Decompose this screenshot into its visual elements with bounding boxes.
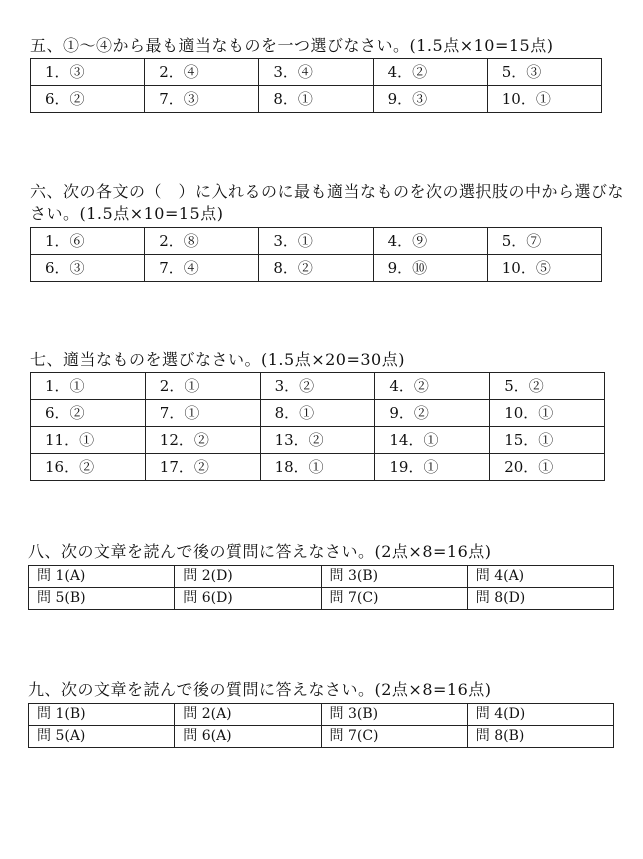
answer-cell: 問 5(B) — [29, 588, 175, 610]
answer-cell: 17．② — [145, 454, 260, 481]
answer-cell: 問 6(D) — [175, 588, 321, 610]
answer-cell: 6．③ — [31, 255, 145, 282]
answer-cell: 4．⑨ — [373, 228, 487, 255]
answer-cell: 問 1(B) — [29, 704, 175, 726]
answer-cell: 8．① — [260, 400, 375, 427]
table-row — [31, 454, 605, 481]
section-8 — [28, 541, 614, 610]
answer-cell: 14．① — [375, 427, 490, 454]
answer-cell: 2．⑧ — [145, 228, 259, 255]
answer-cell: 問 3(B) — [321, 566, 467, 588]
answer-cell: 3．① — [259, 228, 373, 255]
answer-cell: 9．③ — [373, 86, 487, 113]
answer-cell: 15．① — [490, 427, 605, 454]
section-5-heading: 五、①～④から最も適当なものを一つ選びなさい。(1.5点×10=15点) — [30, 36, 554, 55]
answer-cell: 問 7(C) — [321, 588, 467, 610]
answer-cell: 9．② — [375, 400, 490, 427]
section-5 — [30, 35, 602, 113]
section-8-heading: 八、次の文章を読んで後の質問に答えなさい。(2点×8=16点) — [28, 542, 492, 561]
section-5-table — [30, 58, 602, 113]
section-9-table — [28, 703, 614, 748]
answer-cell: 19．① — [375, 454, 490, 481]
answer-cell: 5．② — [490, 373, 605, 400]
answer-cell: 10．① — [490, 400, 605, 427]
answer-cell: 3．④ — [259, 59, 373, 86]
answer-cell: 1．① — [31, 373, 146, 400]
answer-cell: 問 2(A) — [175, 704, 321, 726]
section-6 — [30, 181, 630, 282]
table-row — [31, 373, 605, 400]
answer-cell: 5．⑦ — [487, 228, 601, 255]
answer-cell: 5．③ — [487, 59, 601, 86]
answer-cell: 問 7(C) — [321, 726, 467, 748]
answer-cell: 問 8(B) — [467, 726, 613, 748]
section-7 — [30, 349, 605, 481]
answer-cell: 13．② — [260, 427, 375, 454]
answer-cell: 6．② — [31, 86, 145, 113]
answer-cell: 10．⑤ — [487, 255, 601, 282]
answer-cell: 9．⑩ — [373, 255, 487, 282]
answer-cell: 20．① — [490, 454, 605, 481]
answer-cell: 12．② — [145, 427, 260, 454]
section-8-table — [28, 565, 614, 610]
answer-cell: 4．② — [375, 373, 490, 400]
table-row — [29, 704, 614, 726]
table-row — [29, 726, 614, 748]
answer-cell: 10．① — [487, 86, 601, 113]
table-row — [31, 86, 602, 113]
section-7-heading: 七、適当なものを選びなさい。(1.5点×20=30点) — [30, 350, 405, 369]
answer-cell: 2．① — [145, 373, 260, 400]
section-7-table — [30, 372, 605, 481]
answer-cell: 2．④ — [145, 59, 259, 86]
answer-cell: 問 8(D) — [467, 588, 613, 610]
table-row — [31, 228, 602, 255]
answer-cell: 問 4(D) — [467, 704, 613, 726]
table-row — [29, 588, 614, 610]
section-6-table — [30, 227, 602, 282]
answer-cell: 問 2(D) — [175, 566, 321, 588]
answer-cell: 7．④ — [145, 255, 259, 282]
answer-cell: 8．① — [259, 86, 373, 113]
table-row — [31, 255, 602, 282]
table-row — [31, 59, 602, 86]
answer-cell: 7．① — [145, 400, 260, 427]
answer-cell: 1．③ — [31, 59, 145, 86]
answer-cell: 18．① — [260, 454, 375, 481]
answer-cell: 11．① — [31, 427, 146, 454]
answer-cell: 3．② — [260, 373, 375, 400]
answer-cell: 問 6(A) — [175, 726, 321, 748]
answer-cell: 問 1(A) — [29, 566, 175, 588]
section-9-heading: 九、次の文章を読んで後の質問に答えなさい。(2点×8=16点) — [28, 680, 492, 699]
table-row — [29, 566, 614, 588]
answer-cell: 問 4(A) — [467, 566, 613, 588]
answer-cell: 7．③ — [145, 86, 259, 113]
answer-cell: 16．② — [31, 454, 146, 481]
answer-cell: 問 5(A) — [29, 726, 175, 748]
table-row — [31, 400, 605, 427]
answer-cell: 1．⑥ — [31, 228, 145, 255]
answer-cell: 4．② — [373, 59, 487, 86]
answer-cell: 問 3(B) — [321, 704, 467, 726]
answer-cell: 8．② — [259, 255, 373, 282]
table-row — [31, 427, 605, 454]
section-9 — [28, 679, 614, 748]
answer-cell: 6．② — [31, 400, 146, 427]
section-6-heading: 六、次の各文の（ ）に入れるのに最も適当なものを次の選択肢の中から選びなさい。(1.5点×10=15点) — [30, 182, 625, 223]
